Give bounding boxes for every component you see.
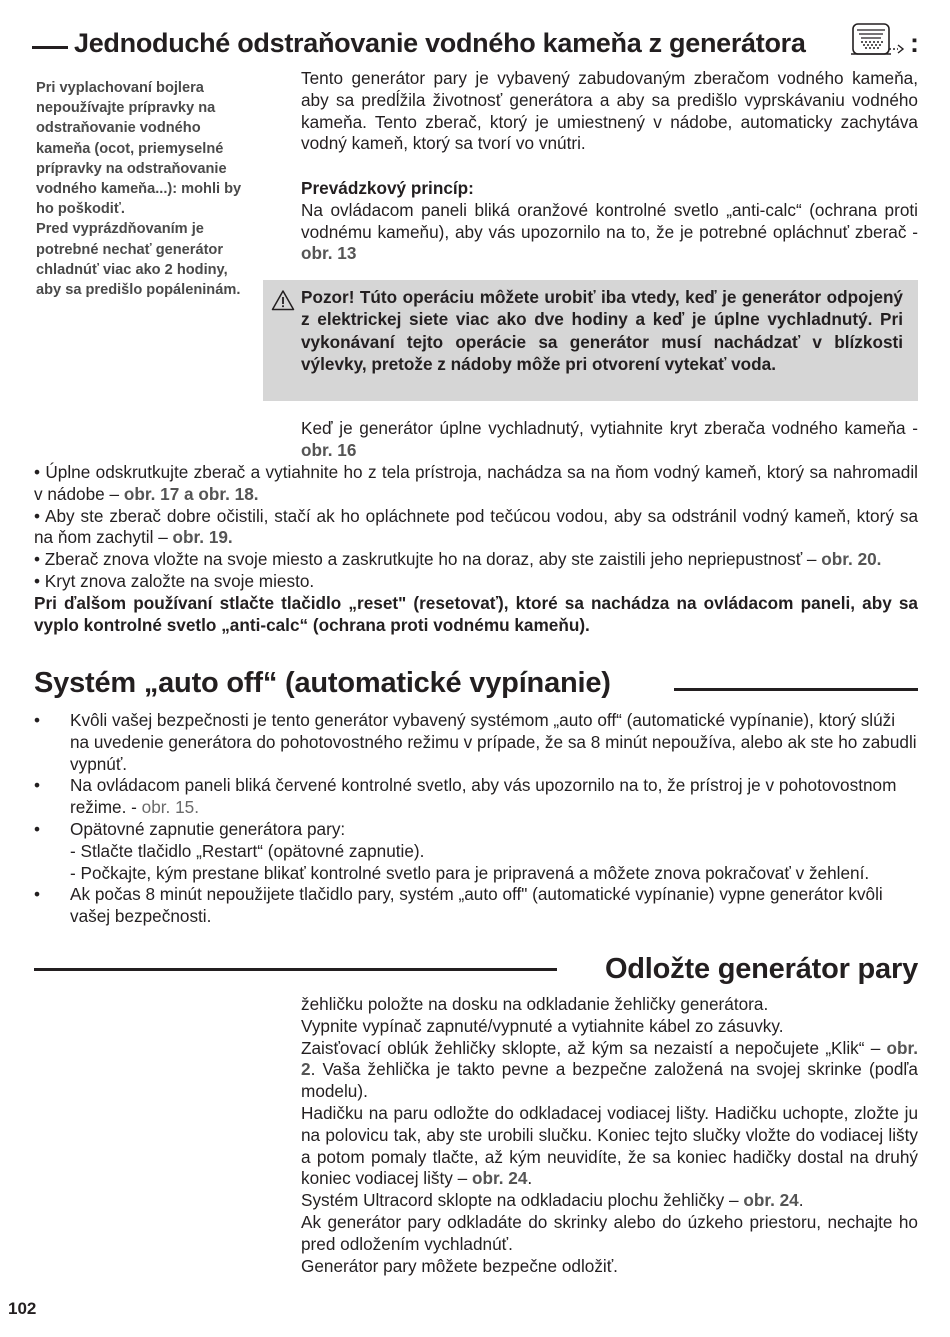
figure-ref: obr. 2 <box>301 1037 918 1080</box>
figure-ref: obr. 13 <box>301 243 357 264</box>
warning-triangle-icon <box>271 289 295 311</box>
step-item: • Zberač znova vložte na svoje miesto a zaskrutkujte ho na doraz, aby ste zaistili jeho nepriepustnosť – obr. 20. <box>34 549 882 570</box>
figure-ref: obr. 20. <box>821 549 882 570</box>
generator-descaling-icon <box>850 20 912 60</box>
header-colon: : <box>910 28 919 58</box>
page-title: Jednoduché odstraňovanie vodného kameňa z generátora <box>74 28 806 58</box>
autooff-list <box>34 710 918 928</box>
storage-paragraph: Systém Ultracord sklopte na odkladaciu plochu žehličky – obr. 24. <box>301 1190 804 1211</box>
figure-ref: obr. 19. <box>172 527 233 548</box>
heading-rule <box>34 968 557 971</box>
step-item: • Úplne odskrutkujte zberač a vytiahnite ho z tela prístroja, nachádza sa na ňom vodný kameň, ktorý sa nahromadil v nádobe – obr. 17 a obr. 18. <box>34 462 918 504</box>
autooff-heading: Systém „auto off“ (automatické vypínanie) <box>34 667 611 699</box>
figure-ref: obr. 24 <box>472 1168 528 1189</box>
heading-rule <box>674 688 918 691</box>
side-note-cooling: Pred vyprázdňovaním je potrebné nechať generátor chladnúť viac ako 2 hodiny, aby sa predišlo popáleninám. <box>36 221 241 299</box>
figure-ref: obr. 15. <box>141 797 199 818</box>
bullet-dot: • <box>34 818 41 839</box>
bullet-dot: • <box>34 710 41 730</box>
cleaning-steps <box>34 462 918 636</box>
storage-paragraph: žehličku položte na dosku na odkladanie žehličky generátora. <box>301 994 769 1014</box>
storage-paragraph: Ak generátor pary odkladáte do skrinky alebo do úzkeho priestoru, nechajte ho pred odložením vychladnúť. <box>301 1211 918 1254</box>
intro-text: Tento generátor pary je vybavený zabudovaným zberačom vodného kameňa, aby sa predĺžila životnosť generátora a aby sa predišlo vyprskávaniu vodného kameňa. Tento zberač, ktorý je umiestnený v nádobe, automaticky zachytáva vodný kameň, ktorý sa tvorí vo vnútri. <box>301 68 918 154</box>
intro-paragraph <box>301 68 918 155</box>
section-header <box>30 26 922 68</box>
figure-ref: obr. 17 a obr. 18. <box>123 483 259 504</box>
side-note <box>36 78 256 300</box>
principle-text: Na ovládacom paneli bliká oranžové kontrolné svetlo „anti-calc“ (ochrana proti vodnému kameňu), aby vás upozornilo na to, že je potrebné opláchnuť zberač - obr. 13 <box>301 199 918 264</box>
side-note-cleaning: Pri vyplachovaní bojlera nepoužívajte prípravky na odstraňovanie vodného kameňa (ocot, priemyselné prípravky na odstraňovanie vodného kameňa...): mohli by ho poškodiť. <box>36 80 242 218</box>
step-item: • Kryt znova založte na svoje miesto. <box>34 570 315 591</box>
storage-paragraph: Generátor pary môžete bezpečne odložiť. <box>301 1255 618 1276</box>
storage-block <box>301 994 918 1277</box>
header-dash <box>32 46 68 49</box>
storage-paragraph: Zaisťovací oblúk žehličky sklopte, až kým sa nezaistí a nepočujete „Klik“ – obr. 2. Vaša žehlička je takto pevne a bezpečne založená na svojej skrinke (podľa modelu). <box>301 1037 918 1102</box>
cooled-paragraph <box>301 418 918 462</box>
warning-text: Pozor! Túto operáciu môžete urobiť iba vtedy, keď je generátor odpojený z elektrickej siete viac ako dve hodiny a keď je úplne vychladnutý. Pri vykonávaní tejto operácie sa generátor musí nachádzať v blízkosti výlevky, pretože z nádoby môže pri otvorení vytekať voda. <box>301 287 903 374</box>
step-item: • Aby ste zberač dobre očistili, stačí ak ho opláchnete pod tečúcou vodou, aby sa odstránil vodný kameň, ktorý sa na ňom zachytil – obr. 19. <box>34 505 918 548</box>
storage-heading: Odložte generátor pary <box>604 953 918 985</box>
storage-paragraph: Vypnite vypínač zapnuté/vypnuté a vytiahnite kábel zo zásuvky. <box>301 1015 784 1036</box>
principle-heading: Prevádzkový princíp: <box>301 178 474 198</box>
figure-ref: obr. 24 <box>743 1190 799 1211</box>
list-item: • Ak počas 8 minút nepoužijete tlačidlo pary, systém „auto off" (automatické vypínanie) vypne generátor kvôli vašej bezpečnosti. <box>34 884 883 927</box>
list-item: • Opätovné zapnutie generátora pary: - Stlačte tlačidlo „Restart“ (opätovné zapnutie). - Počkajte, kým prestane blikať kontrolné svetlo para je pripravená a môžete znova pokračovať v žehlení. <box>34 818 870 883</box>
principle-block <box>301 178 918 265</box>
bullet-dot: • <box>34 884 41 905</box>
storage-paragraph: Hadičku na paru odložte do odkladacej vodiacej lišty. Hadičku uchopte, zložte ju na polovicu tak, aby ste urobili slučku. Koniec tejto slučky vložte do vodiacej lišty a potom pomaly tlačte, až kým neuvidíte, že sa koniec hadičky dostal na druhý koniec vodiacej lišty – obr. 24. <box>301 1102 918 1189</box>
list-item: • Kvôli vašej bezpečnosti je tento generátor vybavený systémom „auto off“ (automatické vypínanie), ktorý slúži na uvedenie generátora do pohotovostného režimu v prípade, že sa 8 minút nepoužíva, alebo ak ste ho zabudli vypnúť. <box>34 710 917 774</box>
warning-box <box>263 280 918 401</box>
page-number: 102 <box>8 1299 37 1318</box>
reset-note: Pri ďalšom používaní stlačte tlačidlo „reset" (resetovať), ktoré sa nachádza na ovládacom paneli, aby sa vyplo kontrolné svetlo „anti-calc“ (ochrana proti vodnému kameňu). <box>34 592 918 635</box>
list-item: • Na ovládacom paneli bliká červené kontrolné svetlo, aby vás upozornilo na to, že prístroj je v pohotovostnom režime. - obr. 15. <box>34 775 897 818</box>
bullet-dot: • <box>34 775 41 796</box>
figure-ref: obr. 16 <box>301 439 357 460</box>
cooled-text: Keď je generátor úplne vychladnutý, vytiahnite kryt zberača vodného kameňa - <box>301 418 918 438</box>
